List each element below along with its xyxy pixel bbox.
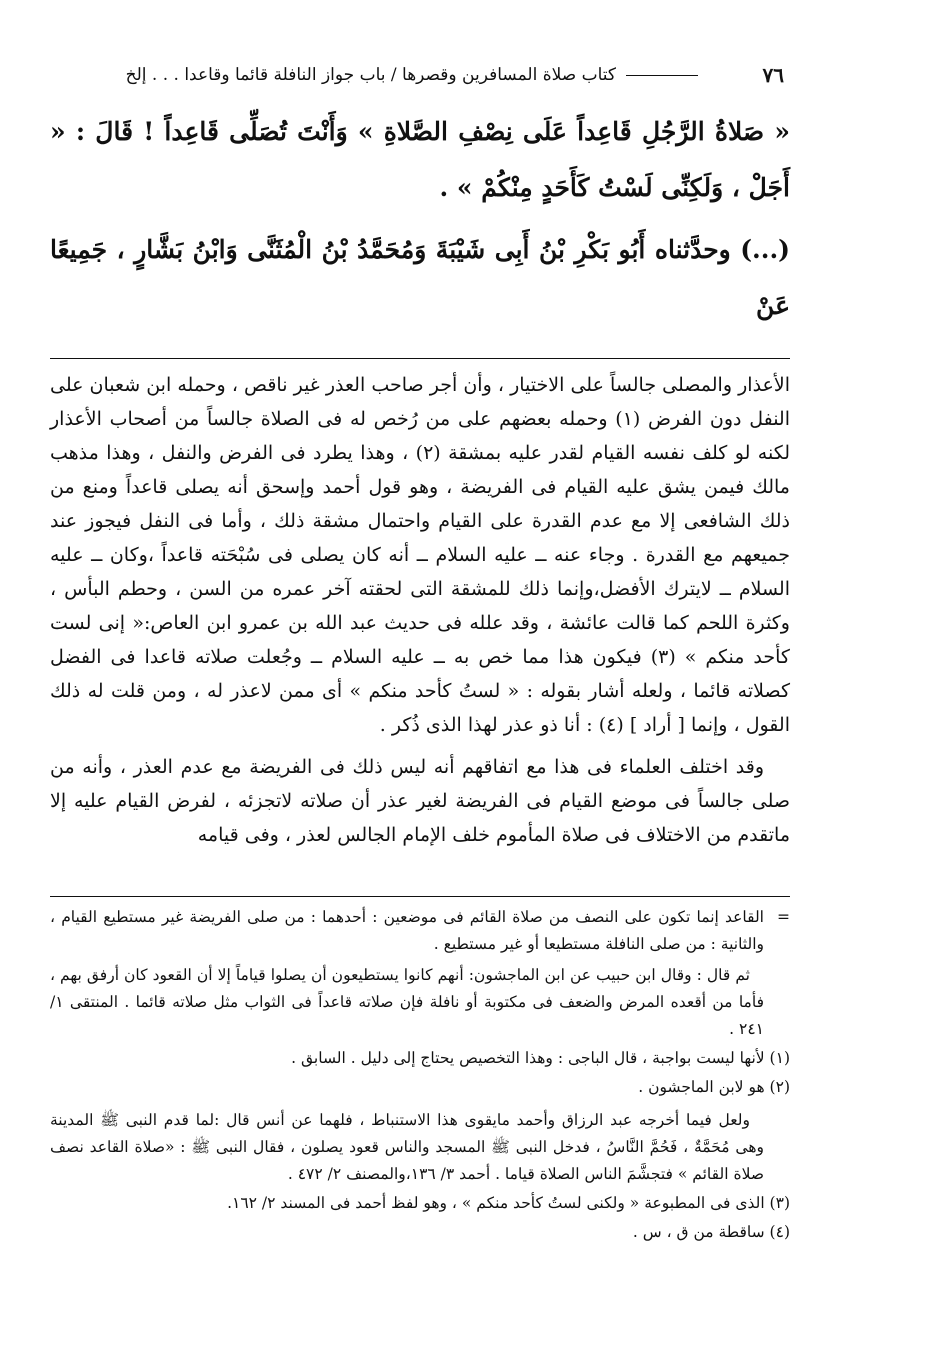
running-header [50, 58, 790, 92]
header-dash [626, 75, 698, 76]
hadith-text [50, 104, 790, 334]
commentary-text [50, 368, 790, 852]
footnote-2: (٢) هو لابن الماجشون . [638, 1078, 790, 1096]
document-page [50, 58, 790, 1338]
footnote-1: (١) لأنها ليست بواجبة ، قال الباجى : وهذا التخصيص يحتاج إلى دليل . السابق . [291, 1049, 790, 1067]
header-title-line [50, 58, 698, 92]
footnote-3: (٣) الذى فى المطبوعة « ولكنى لستُ كأحد منكم » ، وهو لفظ أحمد فى المسند ٢/ ١٦٢. [227, 1194, 790, 1212]
continuation-marker: = [777, 908, 790, 926]
page-number: ٧٦ [762, 63, 784, 87]
footnote-4: (٤) ساقطة من ق ، س . [632, 1223, 790, 1241]
footnote-2-extension: ولعل فيما أخرجه عبد الرزاق وأحمد مايقوى هذا الاستنباط ، فلهما عن أنس قال :لما قدم النبى ﷺ المدينة وهى مُحَمَّةٌ ، فَحُمَّ النَّاسُ ، فدخل النبى ﷺ المسجد والناس قعود يصلون ، فقال النبى ﷺ : «صلاة القاعد نصف صلاة القائم » فتجشَّمَ الناس الصلاة قياما . أحمد ٣/ ١٣٦،والمصنف ٢/ ٤٧٢ . [50, 1111, 764, 1183]
hadith-paragraph-1: « صَلاةُ الرَّجُلِ قَاعِداً عَلَى نِصْفِ الصَّلاةِ » وَأَنْتَ تُصَلِّى قَاعِداً ! قَالَ : « أَجَلْ ، وَلَكِنِّى لَسْتُ كَأَحَدٍ مِنْكُمْ » . [50, 117, 790, 202]
footnote-continuation-text: القاعد إنما تكون على النصف من صلاة القائم فى موضعين : أحدهما : من صلى الفريضة غير مستطيع القيام ، والثانية : من صلى النافلة مستطيعا أو غير مستطيع . [50, 908, 764, 953]
commentary-paragraph-2: وقد اختلف العلماء فى هذا مع اتفاقهم أنه ليس ذلك فى الفريضة مع عدم العذر ، وأنه من صلى جالساً فى موضع القيام فى الفريضة لغير عذر أن صلاته لاتجزئه ، لفرض القيام عليه إلا ماتقدم من الاختلاف فى صلاة المأموم خلف الإمام الجالس لعذر ، وفى قيامه [50, 756, 790, 846]
commentary-paragraph-1: الأعذار والمصلى جالساً على الاختيار ، وأن أجر صاحب العذر غير ناقص ، وحمله ابن شعبان على النفل دون الفرض (١) وحمله بعضهم على من رُخص له فى الصلاة جالساً من أصحاب الأعذار لكنه لو كلف نفسه القيام لقدر عليه بمشقة (٢) ، وهذا يطرد فى الفرض والنفل ، وهذا مذهب مالك فيمن يشق عليه القيام فى الفريضة ، وهو قول أحمد وإسحق أنه يصلى قاعداً ومنع من ذلك الشافعى إلا مع عدم القدرة على القيام واحتمال مشقة ذلك ، وأما فى النفل فيجوز عند جميعهم مع القدرة . وجاء عنه ــ عليه السلام ــ أنه كان يصلى فى سُبْحَته قاعداً ،وكان ــ عليه السلام ــ لايترك الأفضل،وإنما ذلك للمشقة التى لحقته آخر عمره من السن ، وحطم البأس ، وكثرة اللحم كما قالت عائشة ، وقد علله فى حديث عبد الله بن عمرو ابن العاص:« إنى لست كأحد منكم » (٣) فيكون هذا مما خص به ــ عليه السلام ــ وجُعلت صلاته قاعدا فى الفضل كصلاته قائما ، ولعله أشار بقوله : « لستُ كأحد منكم » أى ممن لاعذر له ، ومن قلت له ذلك القول ، وإنما [ أراد ] (٤) : أنا ذو عذر لهذا الذى ذُكر . [50, 374, 791, 736]
hadith-paragraph-2: (...) وحدَّثناه أَبُو بَكْرِ بْنُ أَبِى شَيْبَةَ وَمُحَمَّدُ بْنُ الْمُثَنَّى وَابْنُ بَشَّارٍ ، جَمِيعًا عَنْ [50, 235, 790, 320]
footnote-separator [50, 896, 790, 897]
footnote-continuation-2: ثم قال : وقال ابن حبيب عن ابن الماجشون: أنهم كانوا يستطيعون أن يصلوا قياماً إلا أن القعود كان أرفق بهم ، فأما من أقعده المرض والضعف فى مكتوبة أو نافلة فإن صلاته قاعداً فى الثواب مثل صلاته قائما . المنتقى ١/ ٢٤١ . [50, 966, 764, 1038]
main-separator [50, 358, 790, 359]
footnotes [50, 904, 790, 1246]
header-title: كتاب صلاة المسافرين وقصرها / باب جواز النافلة قائما وقاعدا . . . إلخ [125, 65, 616, 85]
footnote-continuation [50, 904, 790, 958]
